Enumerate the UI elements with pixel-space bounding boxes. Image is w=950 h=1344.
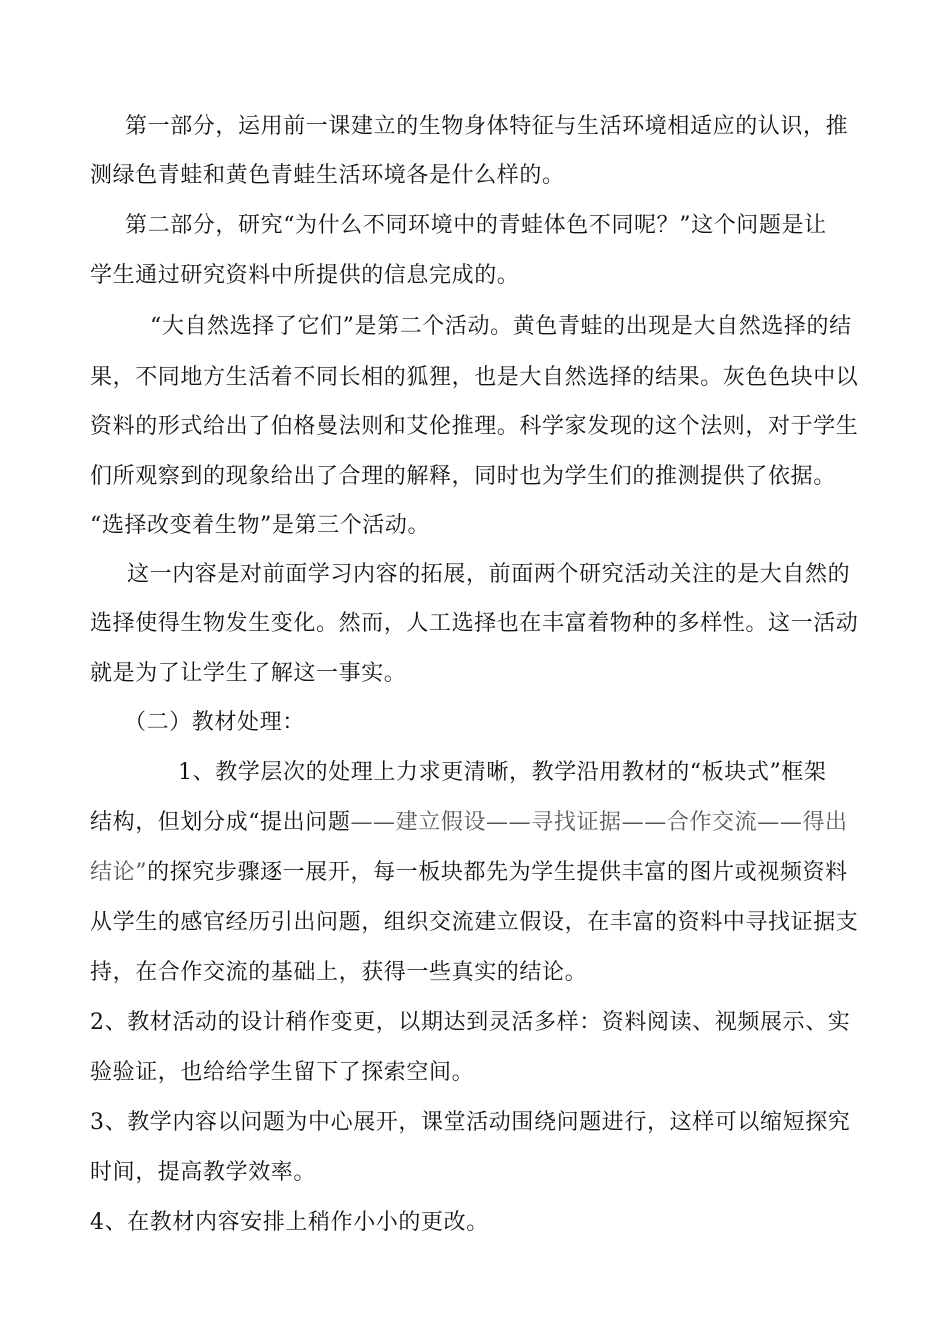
paragraph-line: 验验证，也给给学生留下了探索空间。 bbox=[90, 1060, 475, 1085]
paragraph-line bbox=[90, 859, 848, 887]
paragraph-line: 选择使得生物发生变化。然而，人工选择也在丰富着物种的多样性。这一活动 bbox=[90, 611, 859, 636]
text-run-gray: 结论” bbox=[90, 860, 148, 885]
paragraph-line: 学生通过研究资料中所提供的信息完成的。 bbox=[90, 263, 520, 288]
paragraph-line: 第二部分，研究“为什么不同环境中的青蛙体色不同呢？”这个问题是让 bbox=[125, 213, 827, 238]
text-run-gray: ——建立假设——寻找证据——合作交流——得出 bbox=[350, 810, 848, 835]
paragraph-line bbox=[90, 809, 848, 837]
paragraph-line: 第一部分，运用前一课建立的生物身体特征与生活环境相适应的认识，推 bbox=[125, 114, 849, 139]
paragraph-line: 果，不同地方生活着不同长相的狐狸，也是大自然选择的结果。灰色色块中以 bbox=[90, 365, 859, 390]
paragraph-line: 时间，提高教学效率。 bbox=[90, 1160, 317, 1185]
paragraph-line: “大自然选择了它们”是第二个活动。黄色青蛙的出现是大自然选择的结 bbox=[150, 314, 852, 339]
paragraph-line: 2、教材活动的设计稍作变更，以期达到灵活多样：资料阅读、视频展示、实 bbox=[90, 1010, 851, 1035]
text-run: 的探究步骤逐一展开，每一板块都先为学生提供丰富的图片或视频资料 bbox=[147, 860, 848, 885]
paragraph-line: 测绿色青蛙和黄色青蛙生活环境各是什么样的。 bbox=[90, 163, 565, 188]
paragraph-line: 3、教学内容以问题为中心展开，课堂活动围绕问题进行，这样可以缩短探究 bbox=[90, 1110, 851, 1135]
paragraph-line: 们所观察到的现象给出了合理的解释，同时也为学生们的推测提供了依据。 bbox=[90, 464, 836, 489]
paragraph-line: 1、教学层次的处理上力求更清晰，教学沿用教材的“板块式”框架 bbox=[178, 760, 827, 785]
section-heading: （二）教材处理： bbox=[124, 710, 305, 735]
paragraph-line: 就是为了让学生了解这一事实。 bbox=[90, 661, 407, 686]
paragraph-line: 这一内容是对前面学习内容的拓展，前面两个研究活动关注的是大自然的 bbox=[127, 562, 851, 587]
paragraph-line: 资料的形式给出了伯格曼法则和艾伦推理。科学家发现的这个法则，对于学生 bbox=[90, 414, 859, 439]
paragraph-line: “选择改变着生物”是第三个活动。 bbox=[90, 513, 431, 538]
paragraph-line: 从学生的感官经历引出问题，组织交流建立假设，在丰富的资料中寻找证据支 bbox=[90, 910, 859, 935]
paragraph-line: 持，在合作交流的基础上，获得一些真实的结论。 bbox=[90, 960, 588, 985]
text-run: 结构，但划分成“提出问题 bbox=[90, 810, 351, 835]
paragraph-line: 4、在教材内容安排上稍作小小的更改。 bbox=[90, 1210, 489, 1235]
